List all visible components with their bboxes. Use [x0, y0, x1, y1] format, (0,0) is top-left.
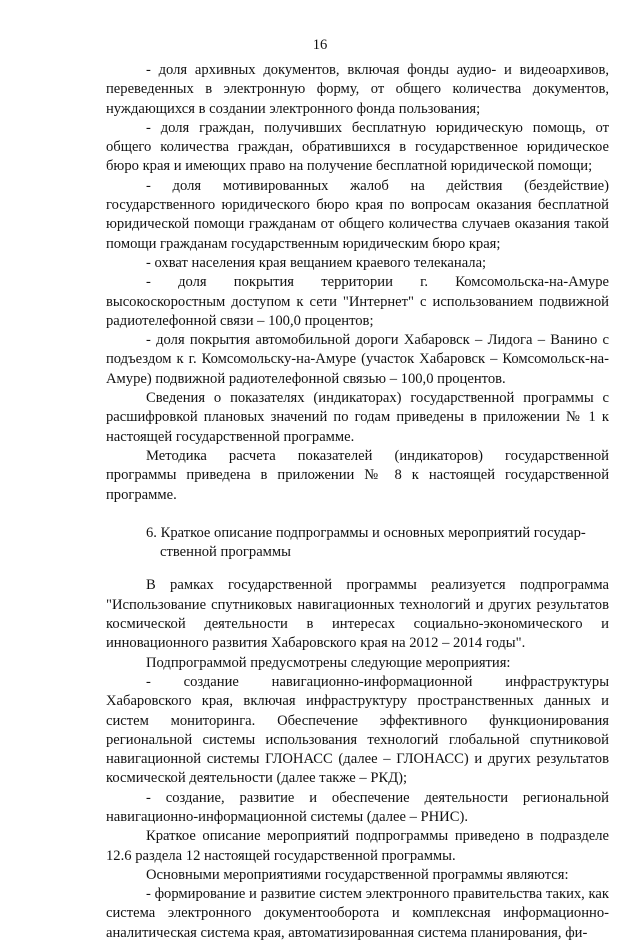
page-number: 16 [312, 37, 328, 53]
paragraph-indicators-info: Сведения о показателях (индикаторах) государственной программы с расшифровкой плановых значений по годам приведены в приложении № 1 к настоящей государственной программе. [106, 390, 609, 445]
paragraph-subprogram-measures: Подпрограммой предусмотрены следующие мероприятия: [146, 654, 511, 671]
section-heading [106, 524, 609, 563]
list-item-archive-share: - доля архивных документов, включая фонды аудио- и видеоархивов, переведенных в электронную форму, от общего количества документов, нуждающихся в создании электронного фонда пользования; [106, 62, 609, 117]
list-item-legal-aid-share: - доля граждан, получивших бесплатную юридическую помощь, от общего количества граждан, обратившихся в государственное юридическое бюро края и имеющих право на получение бесплатной юридической помощи; [106, 119, 609, 175]
paragraph-subprogram: В рамках государственной программы реализуется подпрограмма "Использование спутниковых навигационных технологий и других результатов космической деятельности в интересах социально-экономического и инновационного развития Хабаровского края на 2012 – 2014 годы". [106, 577, 609, 652]
section-heading-line-1: 6. Краткое описание подпрограммы и основных мероприятий государ- [146, 524, 586, 541]
page-body [106, 61, 609, 943]
list-item-complaints-share: - доля мотивированных жалоб на действия (бездействие) государственного юридического бюро края по вопросам оказания бесплатной юридической помощи гражданам от общего количества случаев оказания такой помощи гражданам государственным юридическим бюро края; [106, 177, 609, 252]
list-item-e-government: - формирование и развитие систем электронного правительства таких, как система электронного документооборота и комплексная информационно-аналитическая система края, автоматизированная система планирования, фи- [106, 886, 609, 941]
paragraph-measures-reference: Краткое описание мероприятий подпрограммы приведено в подразделе 12.6 раздела 12 настоящей государственной программы. [106, 828, 609, 864]
section-heading-line-2: ственной программы [160, 544, 291, 561]
list-item-navigation-infrastructure: - создание навигационно-информационной инфраструктуры Хабаровского края, включая инфраструктуру пространственных данных и систем мониторинга. Обеспечение эффективного функционирования региональной системы использования технологий глобальной спутниковой навигационной системы ГЛОНАСС (далее – ГЛОНАСС) и других результатов космической деятельности (далее также – РКД); [106, 673, 609, 787]
list-item-internet-coverage: - доля покрытия территории г. Комсомольска-на-Амуре высокоскоростным доступом к сети "Интернет" с использованием подвижной радиотелефонной связи – 100,0 процентов; [106, 274, 609, 329]
list-item-tv-coverage: - охват населения края вещанием краевого телеканала; [146, 254, 487, 271]
list-item-rnis: - создание, развитие и обеспечение деятельности региональной навигационно-информационной системы (далее – РНИС). [106, 789, 609, 825]
paragraph-methodology: Методика расчета показателей (индикаторов) государственной программы приведена в приложении № 8 к настоящей государственной программе. [106, 447, 609, 503]
paragraph-main-measures: Основными мероприятиями государственной программы являются: [146, 866, 569, 883]
list-item-road-coverage: - доля покрытия автомобильной дороги Хабаровск – Лидога – Ванино с подъездом к г. Комсомольску-на-Амуре (участок Хабаровск – Комсомольск-на-Амуре) подвижной радиотелефонной связью – 100,0 процентов. [106, 332, 609, 387]
